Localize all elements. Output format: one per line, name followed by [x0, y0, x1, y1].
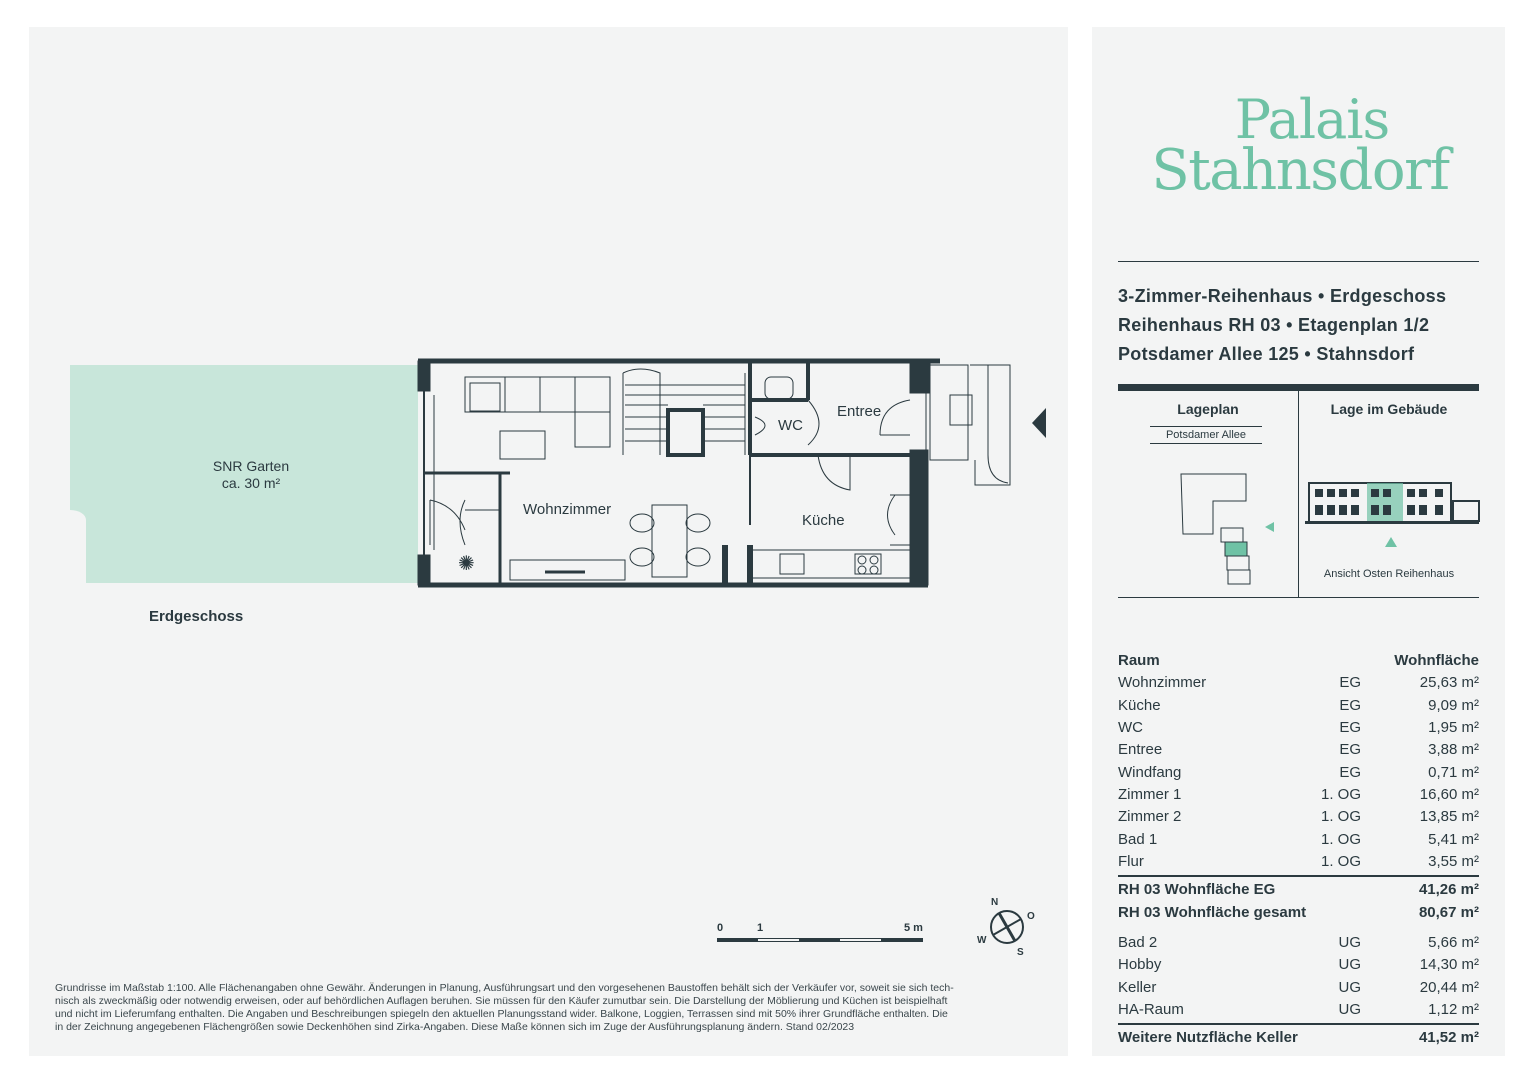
room-label-wohnzimmer: Wohnzimmer — [523, 501, 612, 518]
table-divider — [1118, 875, 1479, 877]
position-marker-icon — [1385, 537, 1397, 547]
room-label-wc: WC — [778, 417, 803, 434]
garden-area — [70, 365, 420, 583]
palais-stahnsdorf-logo: Palais Stahnsdorf — [1151, 88, 1449, 203]
title-line-2: Reihenhaus RH 03 • Etagenplan 1/2 — [1118, 315, 1430, 335]
compass-icon — [975, 897, 1037, 959]
compass-n: N — [991, 897, 999, 908]
lage-gebaeude-label: Lage im Gebäude — [1330, 401, 1448, 417]
lage-gebaeude-caption: Ansicht Osten Reihenhaus — [1323, 568, 1455, 580]
table-row: Flur 1. OG 3,55 m² — [1118, 853, 1479, 870]
keller-divider — [1118, 1023, 1479, 1025]
divider-top — [1118, 261, 1479, 262]
compass-s: S — [1017, 947, 1024, 958]
table-row: Zimmer 1 1. OG 16,60 m² — [1118, 786, 1479, 803]
entrance-arrow-icon — [1032, 408, 1046, 438]
table-row: Hobby UG 14,30 m² — [1118, 956, 1479, 973]
scale-zero: 0 — [717, 922, 724, 934]
table-row: Keller UG 20,44 m² — [1118, 979, 1479, 996]
room-label-kueche: Küche — [802, 512, 845, 529]
divider-thick — [1118, 384, 1479, 391]
keller-total-row: Weitere Nutzfläche Keller 41,52 m² — [1118, 1029, 1479, 1046]
table-row: Wohnzimmer EG 25,63 m² — [1118, 674, 1479, 691]
lageplan-label: Lageplan — [1177, 401, 1239, 417]
table-row: Bad 2 UG 5,66 m² — [1118, 934, 1479, 951]
table-row: HA-Raum UG 1,12 m² — [1118, 1001, 1479, 1018]
table-row: WC EG 1,95 m² — [1118, 719, 1479, 736]
floor-plan-drawing — [410, 355, 1030, 595]
total-row: RH 03 Wohnfläche gesamt 80,67 m² — [1118, 904, 1479, 921]
table-row: Windfang EG 0,71 m² — [1118, 764, 1479, 781]
title-line-1: 3-Zimmer-Reihenhaus • Erdgeschoss — [1118, 286, 1447, 306]
lageplan-street: Potsdamer Allee — [1150, 426, 1262, 444]
garden-area-label: ca. 30 m² — [221, 475, 281, 491]
floor-label: Erdgeschoss — [149, 608, 244, 625]
scale-bar — [717, 922, 923, 946]
compass-w: W — [977, 935, 987, 946]
table-row: Entree EG 3,88 m² — [1118, 741, 1479, 758]
scale-one: 1 — [757, 922, 764, 934]
compass-o: O — [1027, 911, 1035, 922]
title-line-3: Potsdamer Allee 125 • Stahnsdorf — [1118, 344, 1415, 364]
table-header: Raum Wohnfläche — [1118, 652, 1479, 669]
disclaimer-text: Grundrisse im Maßstab 1:100. Alle Flächenangaben ohne Gewähr. Änderungen in Planung, Ausführungsart und den vorgesehenen Baustoffen behält sich der Verkäufer vor, soweit sie sich tech- nisch als zweckmäßig oder notwendig erweisen, oder auf behördlichen Auflagen beruhen. Sie müssen für den Käufer zumutbar sein. Die Darstellung der Möblierung und Küchen ist beispielhaft und nicht im Lieferumfang enthalten. Die Angaben und Beschreibungen spiegeln den aktuellen Planungsstand wider. Balkone, Loggien, Terrassen sind mit 50% ihrer Grundfläche enthalten. Die in der Zeichnung angegebenen Flächengrößen sowie Deckenhöhen sind Zirka-Angaben. Diese Maße können sich im Zuge der Ausführungsplanung ändern. Stand 02/2023 — [55, 982, 954, 1033]
lageplan-box — [1118, 391, 1298, 597]
table-row: Küche EG 9,09 m² — [1118, 697, 1479, 714]
building-elevation-icon — [1303, 479, 1481, 527]
lage-gebaeude-box — [1299, 391, 1479, 597]
room-label-entree: Entree — [837, 403, 882, 420]
table-row: Bad 1 1. OG 5,41 m² — [1118, 831, 1479, 848]
garden-label: SNR Garten — [212, 458, 290, 474]
divider-bottom — [1118, 597, 1479, 598]
table-row: Zimmer 2 1. OG 13,85 m² — [1118, 808, 1479, 825]
scale-five: 5 m — [904, 922, 923, 934]
svg-text:✺: ✺ — [458, 551, 475, 575]
total-eg-row: RH 03 Wohnfläche EG 41,26 m² — [1118, 881, 1479, 898]
